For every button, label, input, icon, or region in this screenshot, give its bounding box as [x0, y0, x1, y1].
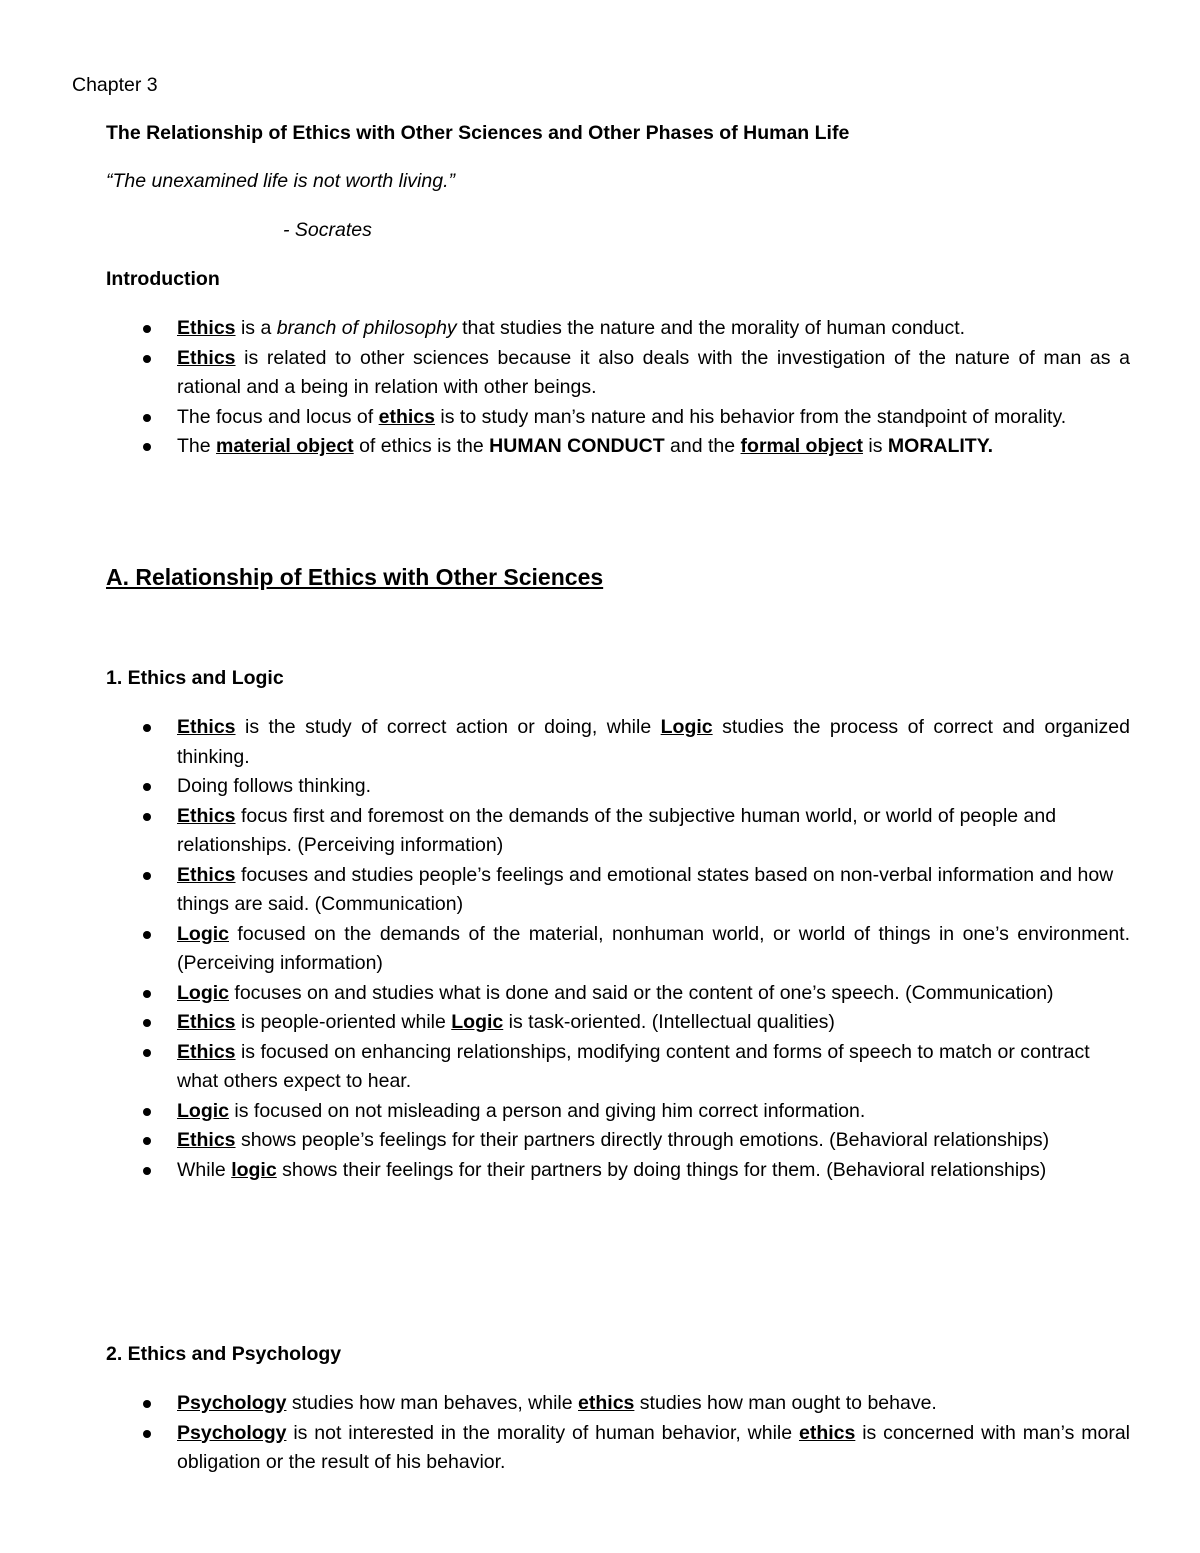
item-text: is a [235, 317, 277, 339]
list-item [0, 1419, 1130, 1478]
item-text: of ethics is the [353, 435, 490, 457]
item-text: and the [664, 435, 741, 457]
key-term: Logic [177, 922, 229, 945]
epigraph-quote: “The unexamined life is not worth living.” [106, 170, 455, 192]
item-text: The focus and locus of [177, 405, 379, 428]
bold-text: MORALITY. [887, 435, 993, 457]
list-item [0, 772, 1130, 802]
introduction-heading: Introduction [106, 268, 220, 290]
key-term: Ethics [177, 1129, 236, 1151]
key-term: ethics [378, 405, 435, 428]
list-item [0, 1097, 1130, 1127]
list-item [0, 344, 1130, 403]
item-text: that studies the nature and the morality of human conduct. [456, 317, 966, 339]
item-text: focuses on and studies what is done and said or the content of one’s speech. (Communication) [229, 981, 1054, 1004]
key-term: Psychology [177, 1421, 287, 1444]
item-text: focused on the demands of the material, nonhuman world, or world of things in one’s environment. (Perceiving information) [177, 922, 1130, 974]
key-term: Logic [177, 981, 229, 1004]
item-text: is focused on enhancing relationships, modifying content and forms of speech to match or contract what others expect to hear. [177, 1040, 1090, 1092]
list-item [0, 920, 1130, 979]
list-item [0, 403, 1130, 433]
item-text: is [862, 435, 888, 457]
item-text: is to study man’s nature and his behavior from the standpoint of morality. [434, 405, 1067, 428]
item-text: is people-oriented while [235, 1011, 452, 1033]
list-item [0, 314, 1130, 344]
list-item [0, 713, 1130, 772]
list-item [0, 1389, 1130, 1419]
key-term: Ethics [177, 1040, 236, 1063]
item-text: shows people’s feelings for their partners directly through emotions. (Behavioral relationships) [235, 1129, 1050, 1151]
key-term: Psychology [177, 1392, 287, 1414]
list-item [0, 432, 1130, 462]
ethics-logic-list [0, 713, 1200, 1185]
item-text: studies how man ought to behave. [634, 1392, 937, 1414]
key-term: Ethics [177, 716, 236, 738]
ethics-psychology-heading: 2. Ethics and Psychology [106, 1343, 342, 1365]
key-term: formal object [740, 435, 863, 457]
key-term: Logic [451, 1011, 504, 1033]
item-text: The [177, 435, 217, 457]
ethics-logic-heading: 1. Ethics and Logic [106, 667, 284, 689]
list-item [0, 1126, 1130, 1156]
key-term: ethics [798, 1421, 856, 1444]
key-term: Ethics [177, 1011, 236, 1033]
key-term: logic [231, 1158, 277, 1181]
key-term: Logic [660, 716, 713, 738]
list-item [0, 1008, 1130, 1038]
item-text: studies the process of correct and organized thinking. [177, 716, 1130, 768]
item-text: is task-oriented. (Intellectual qualities) [503, 1011, 835, 1033]
introduction-list [0, 314, 1200, 462]
document-title: The Relationship of Ethics with Other Sciences and Other Phases of Human Life [106, 122, 850, 144]
item-text: focus first and foremost on the demands of the subjective human world, or world of people and relationships. (Perceiving information) [177, 804, 1057, 856]
item-text: focuses and studies people’s feelings and emotional states based on non-verbal information and how things are said. (Communication) [177, 863, 1114, 915]
emphasis-text: branch of philosophy [276, 317, 457, 339]
list-item [0, 1038, 1130, 1097]
key-term: material object [216, 435, 354, 457]
bold-text: HUMAN CONDUCT [489, 435, 665, 457]
item-text: is the study of correct action or doing, while [235, 716, 661, 738]
item-text: shows their feelings for their partners by doing things for them. (Behavioral relationships) [276, 1158, 1047, 1181]
key-term: Logic [177, 1099, 229, 1122]
key-term: Ethics [177, 863, 236, 886]
item-text: While [177, 1158, 232, 1181]
item-text: Doing follows thinking. [177, 775, 372, 797]
item-text: is concerned with man’s moral obligation or the result of his behavior. [177, 1421, 1130, 1473]
chapter-label: Chapter 3 [72, 74, 158, 96]
ethics-psychology-list [0, 1389, 1200, 1478]
key-term: Ethics [177, 804, 236, 827]
list-item [0, 802, 1130, 861]
epigraph-author: - Socrates [283, 219, 372, 241]
list-item [0, 1156, 1130, 1186]
item-text: is related to other sciences because it also deals with the investigation of the nature of man as a rational and a being in relation with other beings. [177, 346, 1130, 398]
key-term: Ethics [177, 317, 236, 339]
key-term: Ethics [177, 346, 236, 369]
item-text: is not interested in the morality of human behavior, while [286, 1421, 799, 1444]
list-item [0, 861, 1130, 920]
section-a-heading: A. Relationship of Ethics with Other Sciences [106, 564, 604, 590]
list-item [0, 979, 1130, 1009]
key-term: ethics [578, 1392, 635, 1414]
item-text: is focused on not misleading a person and giving him correct information. [229, 1099, 866, 1122]
item-text: studies how man behaves, while [286, 1392, 579, 1414]
